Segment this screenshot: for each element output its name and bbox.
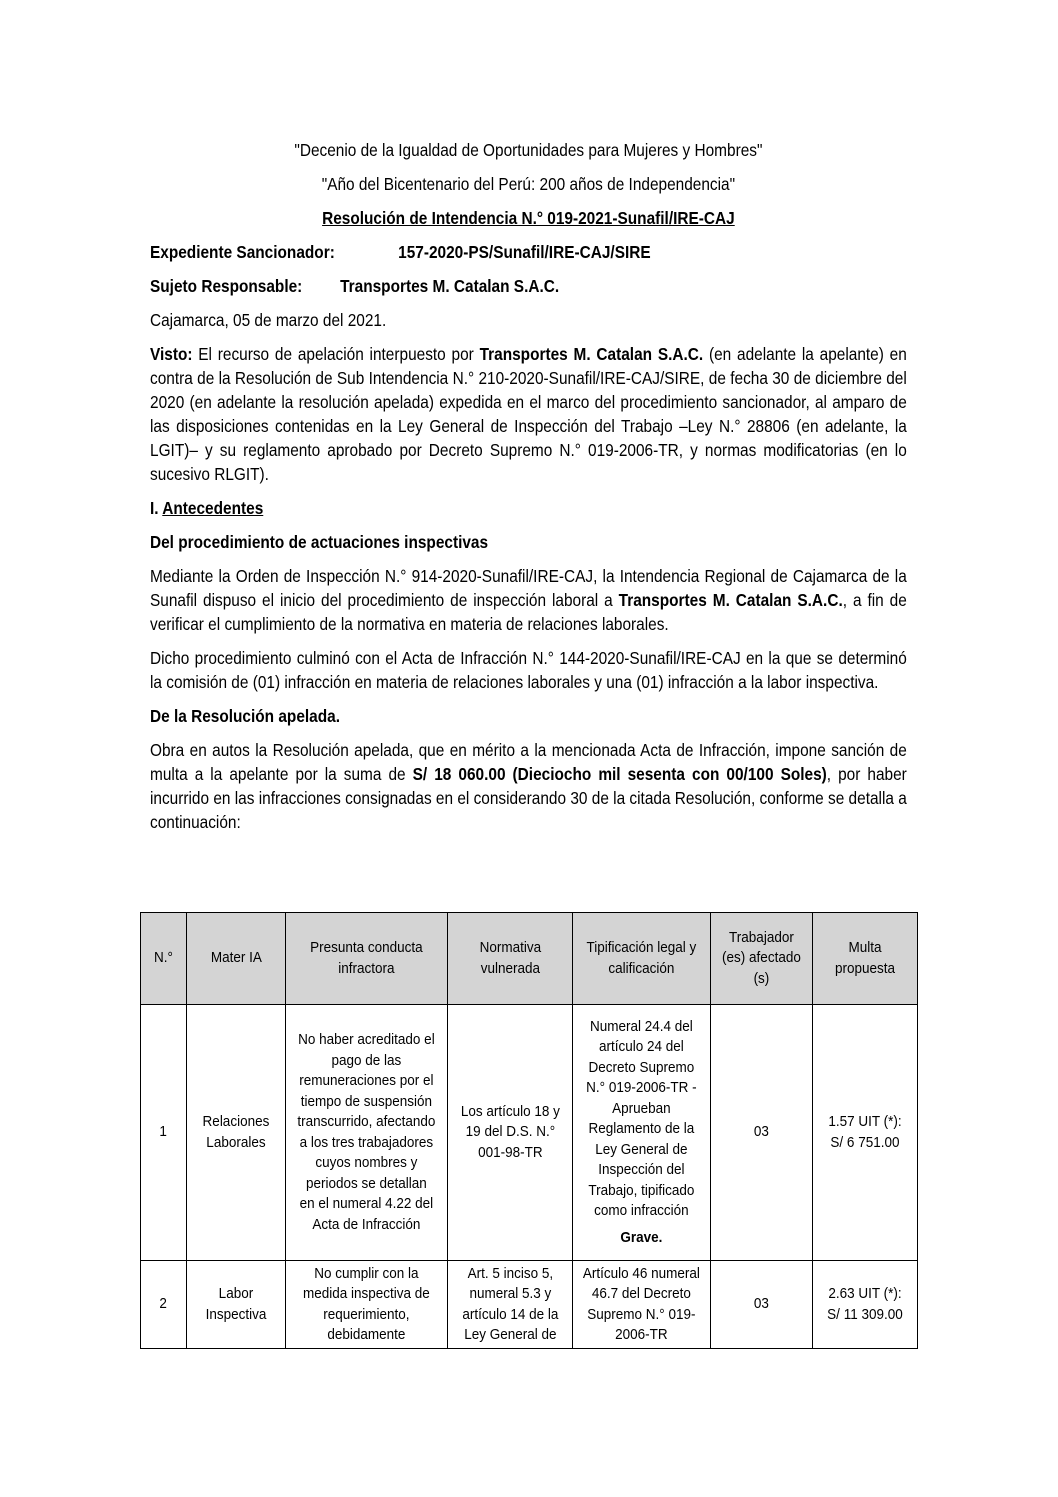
- expediente-row: [150, 240, 907, 264]
- place-date: Cajamarca, 05 de marzo del 2021.: [150, 310, 387, 330]
- visto-label: Visto:: [150, 344, 193, 364]
- header-conducta: Presunta conducta infractora: [285, 913, 447, 1005]
- paragraph-multa: [150, 738, 907, 834]
- paragraph-orden: [150, 564, 907, 636]
- header-materia: Mater IA: [186, 913, 285, 1005]
- paragraph-orden-company: Transportes M. Catalan S.A.C.: [618, 590, 843, 610]
- header-num: N.°: [141, 913, 187, 1005]
- paragraph-orden-text-1: Mediante la Orden de Inspección N.° 914-2020-Sunafil/IRE-CAJ, la Intendencia Regional de Cajamarca de la Sunafil dispuso el inicio del procedimiento de inspección laboral a: [150, 566, 907, 610]
- row1-conducta: No haber acreditado el pago de las remuneraciones por el tiempo de suspensión transcurrido, afectando a los tres trabajadores cuyos nombres y periodos se detallan en el numeral 4.22 del Acta de Infracción: [285, 1005, 447, 1261]
- paragraph-multa-text-2: , por haber incurrido en las infracciones consignadas en el considerando 30 de la citada Resolución, conforme se detalla a continuación:: [150, 764, 907, 832]
- row1-tipificacion: Numeral 24.4 del artículo 24 del Decreto Supremo N.° 019-2006-TR - Aprueban Reglamento de la Ley General de Inspección del Trabajo, tipificado como infracción Grave.: [573, 1005, 711, 1261]
- row2-conducta: No cumplir con la medida inspectiva de requerimiento, debidamente: [285, 1261, 447, 1349]
- section-number: I.: [150, 498, 163, 518]
- visto-company: Transportes M. Catalan S.A.C.: [479, 344, 704, 364]
- visto-text-2: (en adelante la apelante) en contra de la Resolución de Sub Intendencia N.° 210-2020-Sunafil/IRE-CAJ/SIRE, de fecha 30 de diciembre del 2020 (en adelante la resolución apelada) expedida en el marco del procedimiento sancionador, al amparo de las disposiciones contenidas en la Ley General de Inspección del Trabajo –Ley N.° 28806 (en adelante, la LGIT)– y su reglamento aprobado por Decreto Supremo N.° 019-2006-TR, y normas modificatorias (en lo sucesivo RLGIT).: [150, 344, 907, 484]
- table-row: [141, 1005, 918, 1261]
- resolution-title: Resolución de Intendencia N.° 019-2021-Sunafil/IRE-CAJ: [322, 208, 735, 228]
- visto-text-1: El recurso de apelación interpuesto por: [192, 344, 480, 364]
- subheading-resolucion: De la Resolución apelada.: [150, 706, 340, 726]
- header-tipificacion: Tipificación legal y calificación: [573, 913, 711, 1005]
- row2-num: 2: [141, 1261, 187, 1349]
- visto-paragraph: [150, 342, 907, 486]
- paragraph-orden-text-2: , a fin de verificar el cumplimiento de la normativa en materia de relaciones laborales.: [150, 590, 907, 634]
- sujeto-value: Transportes M. Catalan S.A.C.: [340, 276, 560, 296]
- sujeto-row: [150, 274, 907, 298]
- paragraph-multa-text-1: Obra en autos la Resolución apelada, que en mérito a la mencionada Acta de Infracción, impone sanción de multa a la apelante por la suma de: [150, 740, 907, 784]
- decade-heading: "Decenio de la Igualdad de Oportunidades para Mujeres y Hombres": [294, 140, 763, 160]
- expediente-label: Expediente Sancionador:: [150, 242, 335, 262]
- header-normativa: Normativa vulnerada: [447, 913, 573, 1005]
- header-trabajadores: Trabajador (es) afectado (s): [711, 913, 813, 1005]
- infractions-table: [140, 912, 918, 1349]
- row1-normativa: Los artículo 18 y 19 del D.S. N.° 001-98-TR: [447, 1005, 573, 1261]
- header-multa: Multa propuesta: [813, 913, 918, 1005]
- subheading-actuaciones: Del procedimiento de actuaciones inspectivas: [150, 532, 489, 552]
- year-heading: "Año del Bicentenario del Perú: 200 años de Independencia": [321, 174, 736, 194]
- paragraph-multa-amount: S/ 18 060.00 (Dieciocho mil sesenta con 00/100 Soles): [412, 764, 827, 784]
- expediente-value: 157-2020-PS/Sunafil/IRE-CAJ/SIRE: [398, 242, 651, 262]
- row1-num: 1: [141, 1005, 187, 1261]
- table-row: [141, 1261, 918, 1349]
- row2-materia: Labor Inspectiva: [186, 1261, 285, 1349]
- document-body: [150, 138, 906, 844]
- row1-trabajadores: 03: [711, 1005, 813, 1261]
- row1-multa: 1.57 UIT (*): S/ 6 751.00: [813, 1005, 918, 1261]
- row1-calificacion: Grave.: [620, 1228, 663, 1246]
- row2-multa: 2.63 UIT (*): S/ 11 309.00: [813, 1261, 918, 1349]
- row1-materia: Relaciones Laborales: [186, 1005, 285, 1261]
- row2-trabajadores: 03: [711, 1261, 813, 1349]
- sujeto-label: Sujeto Responsable:: [150, 276, 303, 296]
- section-title: Antecedentes: [162, 498, 264, 518]
- paragraph-acta: Dicho procedimiento culminó con el Acta de Infracción N.° 144-2020-Sunafil/IRE-CAJ en la que se determinó la comisión de (01) infracción en materia de relaciones laborales y una (01) infracción a la labor inspectiva.: [150, 648, 907, 692]
- row2-normativa: Art. 5 inciso 5, numeral 5.3 y artículo 14 de la Ley General de: [447, 1261, 573, 1349]
- table-header-row: [141, 913, 918, 1005]
- section-heading: [150, 496, 907, 520]
- text-block: [150, 138, 907, 844]
- row2-tipificacion: Artículo 46 numeral 46.7 del Decreto Supremo N.° 019-2006-TR: [573, 1261, 711, 1349]
